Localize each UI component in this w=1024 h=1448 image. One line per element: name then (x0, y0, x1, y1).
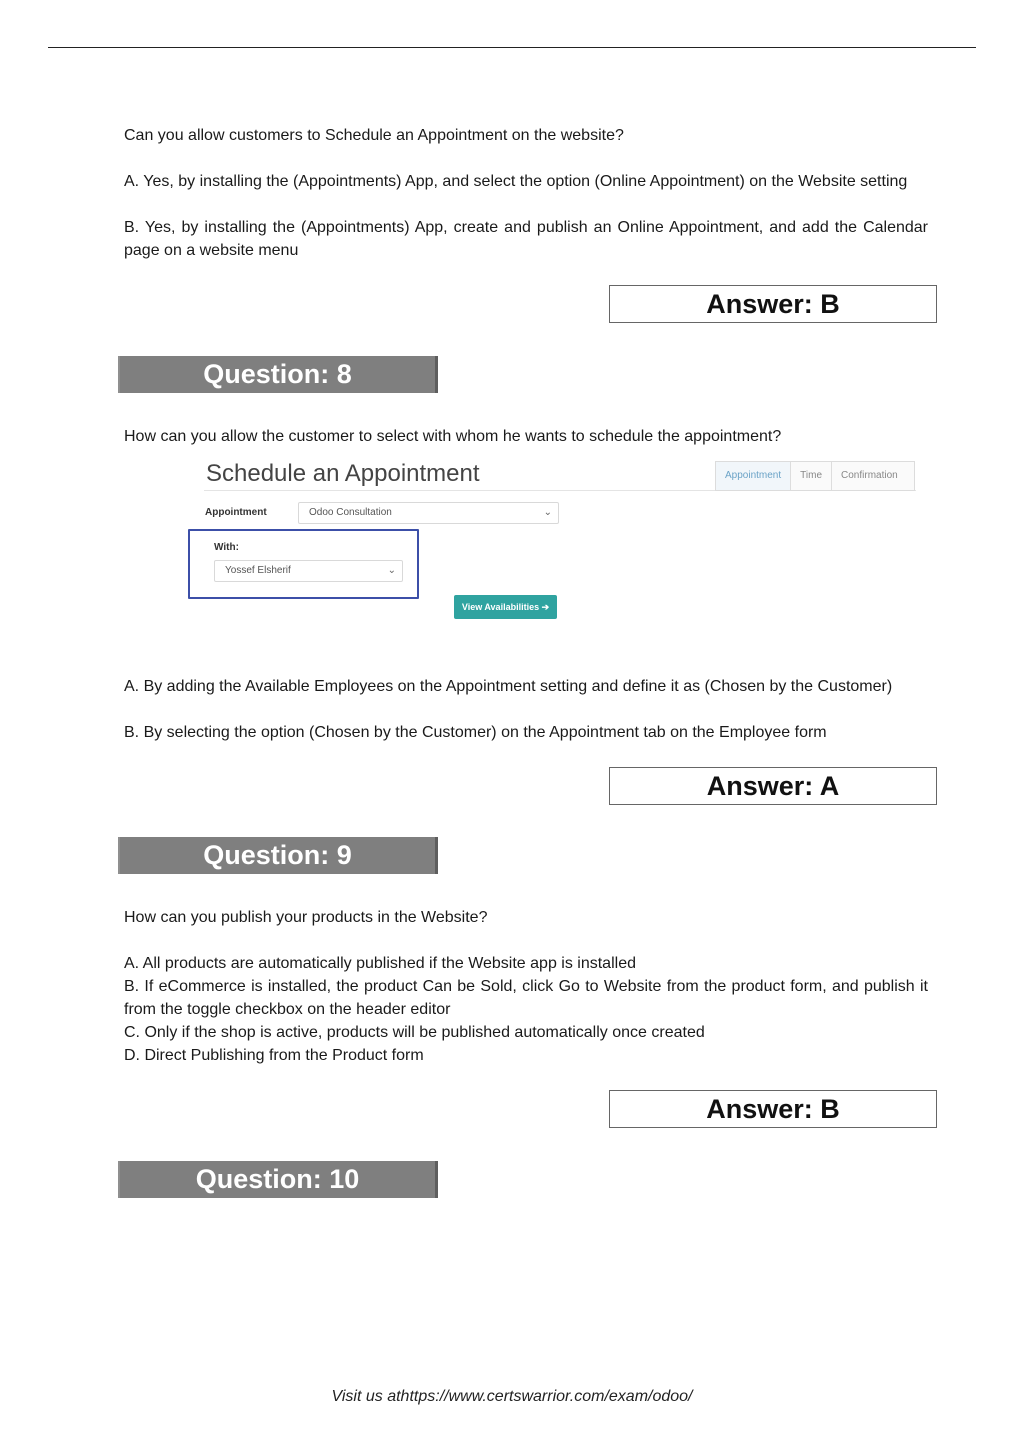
step-appointment: Appointment (716, 462, 791, 490)
q8-option-b: B. By selecting the option (Chosen by the Customer) on the Appointment tab on the Employee form (124, 724, 827, 741)
with-select (214, 560, 403, 582)
footer-link[interactable]: Visit us athttps://www.certswarrior.com/exam/odoo/ (331, 1388, 693, 1405)
q7-option-a: A. Yes, by installing the (Appointments) App, and select the option (Online Appointment) on the Website setting (124, 173, 908, 190)
q10-header: Question: 10 (118, 1161, 438, 1198)
chevron-down-icon: ⌄ (543, 507, 552, 518)
q9-option-c: C. Only if the shop is active, products will be published automatically once created (124, 1024, 705, 1041)
screenshot-steps (715, 461, 915, 491)
screenshot-title: Schedule an Appointment (206, 460, 480, 487)
appointment-screenshot (186, 454, 926, 634)
q9-question: How can you publish your products in the Website? (124, 909, 488, 926)
q9-option-d: D. Direct Publishing from the Product form (124, 1047, 424, 1064)
q7-question: Can you allow customers to Schedule an Appointment on the website? (124, 127, 624, 144)
top-rule (48, 47, 976, 48)
q7-answer: Answer: B (609, 285, 937, 323)
q8-option-a: A. By adding the Available Employees on the Appointment setting and define it as (Chosen by the Customer) (124, 678, 893, 695)
q9-option-a: A. All products are automatically published if the Website app is installed (124, 955, 636, 972)
with-label: With: (214, 542, 239, 553)
step-confirmation: Confirmation (841, 470, 898, 481)
appointment-select (298, 502, 559, 524)
chevron-down-icon: ⌄ (387, 565, 396, 576)
appointment-label: Appointment (205, 507, 267, 518)
step-time: Time (791, 462, 832, 490)
q8-header: Question: 8 (118, 356, 438, 393)
appointment-select-value: Odoo Consultation (309, 507, 392, 518)
q8-question: How can you allow the customer to select with whom he wants to schedule the appointment? (124, 428, 782, 445)
q9-option-b: B. If eCommerce is installed, the product Can be Sold, click Go to Website from the product form, and publish it from the toggle checkbox on the header editor (124, 978, 928, 1018)
with-select-value: Yossef Elsherif (225, 565, 291, 576)
view-availabilities-button: View Availabilities ➔ (454, 595, 557, 619)
q9-answer: Answer: B (609, 1090, 937, 1128)
q9-header: Question: 9 (118, 837, 438, 874)
q8-answer: Answer: A (609, 767, 937, 805)
q7-option-b: B. Yes, by installing the (Appointments) App, create and publish an Online Appointment, and add the Calendar page on a website menu (124, 219, 928, 259)
